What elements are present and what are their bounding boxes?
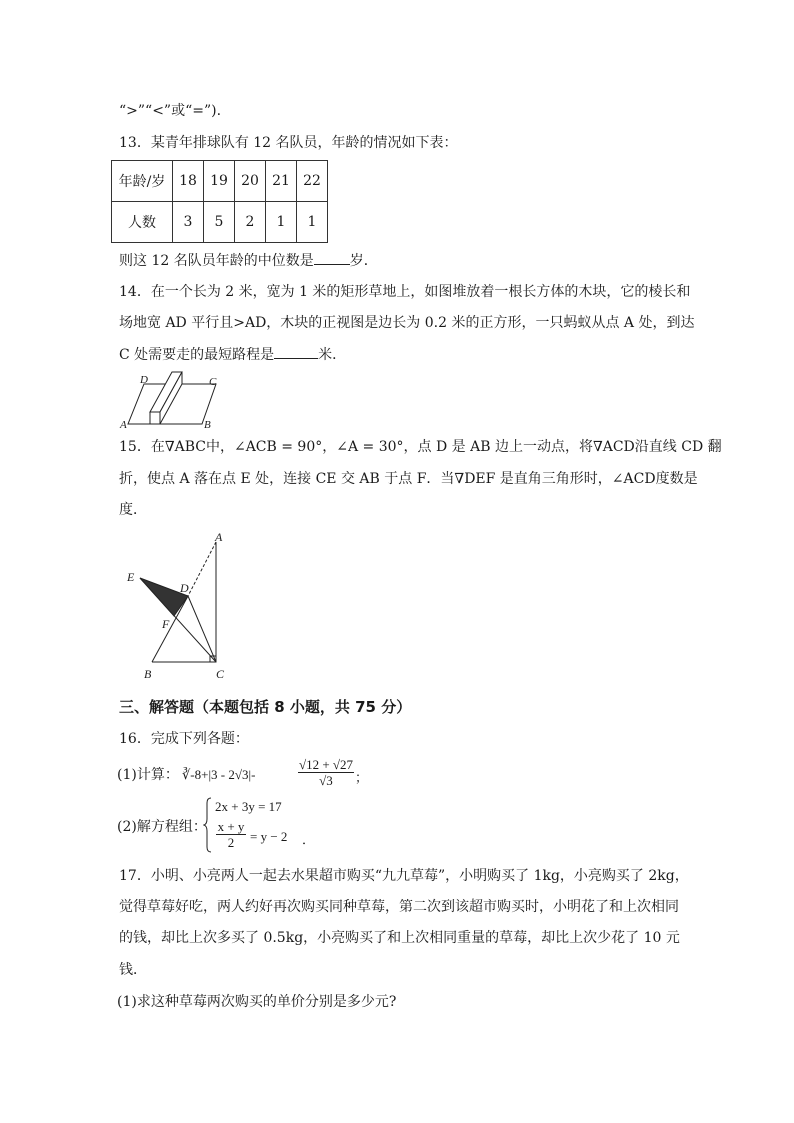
count-cell: 1: [266, 202, 297, 243]
q14-line-3-text: C 处需要走的最短路程是: [119, 347, 275, 363]
age-row: [112, 161, 328, 202]
label-c: C: [216, 667, 225, 681]
segment-dc: [188, 596, 216, 662]
q17-line-3: 的钱，却比上次多买了 0.5kg，小亮购买了和上次相同重量的草莓，却比上次少花了 10 元: [119, 930, 680, 946]
answer-blank: [274, 344, 318, 359]
q13-question-text: 则这 12 名队员年龄的中位数是: [119, 253, 314, 269]
q16-stem: 16．完成下列各题：: [119, 731, 249, 747]
label-b: B: [144, 667, 152, 681]
q14-line-2: 场地宽 AD 平行且>AD，木块的正视图是边长为 0.2 米的正方形，一只蚂蚁从点 A 处，到达: [119, 315, 695, 331]
q16-part1-end: ；: [355, 770, 369, 785]
label-d: D: [140, 374, 148, 386]
q15-figure: [122, 532, 232, 682]
q16-part1-label: (1)计算：: [117, 767, 179, 783]
label-a: A: [120, 419, 127, 430]
label-d: D: [180, 581, 189, 595]
count-row: [112, 202, 328, 243]
q16-equation-1: 2x + 3y = 17: [215, 799, 282, 814]
q14-figure: [118, 366, 228, 430]
q14-line-1: 14．在一个长为 2 米，宽为 1 米的矩形草地上，如图堆放着一根长方体的木块，它的棱长和: [119, 284, 691, 300]
q16-part1-fraction: [298, 757, 354, 789]
count-row-header: 人数: [112, 202, 173, 243]
q16-part1-expression: [182, 767, 255, 783]
q16-equation-2-fraction: [216, 820, 246, 851]
age-cell: 22: [297, 161, 328, 202]
absolute-value-term: +|3 - 2√3|-: [201, 767, 256, 782]
previous-question-tail: “>”“<”或“=”).: [119, 103, 222, 119]
label-e: E: [127, 570, 135, 584]
answer-blank: [314, 250, 350, 265]
age-table: [111, 160, 328, 243]
fraction-denominator: 2: [227, 835, 235, 850]
q16-part1: [117, 765, 179, 785]
cube-root-term: ∛-8: [182, 767, 202, 782]
label-b: B: [204, 419, 211, 430]
q16-equation-2-rhs: = y − 2: [250, 829, 288, 844]
q17-line-4: 钱．: [119, 962, 147, 978]
count-cell: 1: [297, 202, 328, 243]
age-row-header: 年龄/岁: [112, 161, 173, 202]
q17-part1: (1)求这种草莓两次购买的单价分别是多少元?: [117, 994, 397, 1010]
q16-part2-label: (2)解方程组：: [117, 819, 207, 835]
count-cell: 2: [235, 202, 266, 243]
age-cell: 21: [266, 161, 297, 202]
label-a: A: [215, 532, 223, 544]
q17-line-1: 17．小明、小亮两人一起去水果超市购买“九九草莓”，小明购买了 1kg，小亮购买了 2kg，: [119, 868, 689, 884]
block-front-face: [150, 412, 160, 424]
fraction-numerator: √12 + √27: [298, 757, 354, 772]
q15-line-3: 度．: [119, 502, 147, 518]
count-cell: 5: [204, 202, 235, 243]
q14-line-3: [119, 344, 346, 365]
count-cell: 3: [173, 202, 204, 243]
q13-question: [119, 250, 378, 271]
section-heading: 三、解答题（本题包括 8 小题，共 75 分）: [119, 698, 412, 716]
age-cell: 20: [235, 161, 266, 202]
age-cell: 18: [173, 161, 204, 202]
segment-ab-dashed: [188, 542, 216, 596]
q15-line-1: 15．在∇ABC中，∠ACB = 90°，∠A = 30°，点 D 是 AB 边上一动点，将∇ACD沿直线 CD 翻: [119, 439, 722, 455]
fraction-numerator: x + y: [217, 819, 245, 834]
q13-stem: 13．某青年排球队有 12 名队员，年龄的情况如下表：: [119, 135, 458, 151]
age-cell: 19: [204, 161, 235, 202]
label-c: C: [209, 376, 217, 388]
q17-line-2: 觉得草莓好吃，两人约好再次购买同种草莓，第二次到该超市购买时，小明花了和上次相同: [119, 899, 679, 915]
q14-line-3-unit: 米．: [318, 347, 347, 363]
q15-line-2: 折，使点 A 落在点 E 处，连接 CE 交 AB 于点 F．当∇DEF 是直角三角形时，∠ACD度数是: [119, 471, 698, 487]
fraction-denominator: √3: [319, 773, 333, 788]
q13-question-unit: 岁．: [349, 253, 378, 269]
system-brace: [203, 797, 213, 853]
q16-part2-end: ．: [302, 832, 316, 847]
label-f: F: [162, 617, 170, 631]
